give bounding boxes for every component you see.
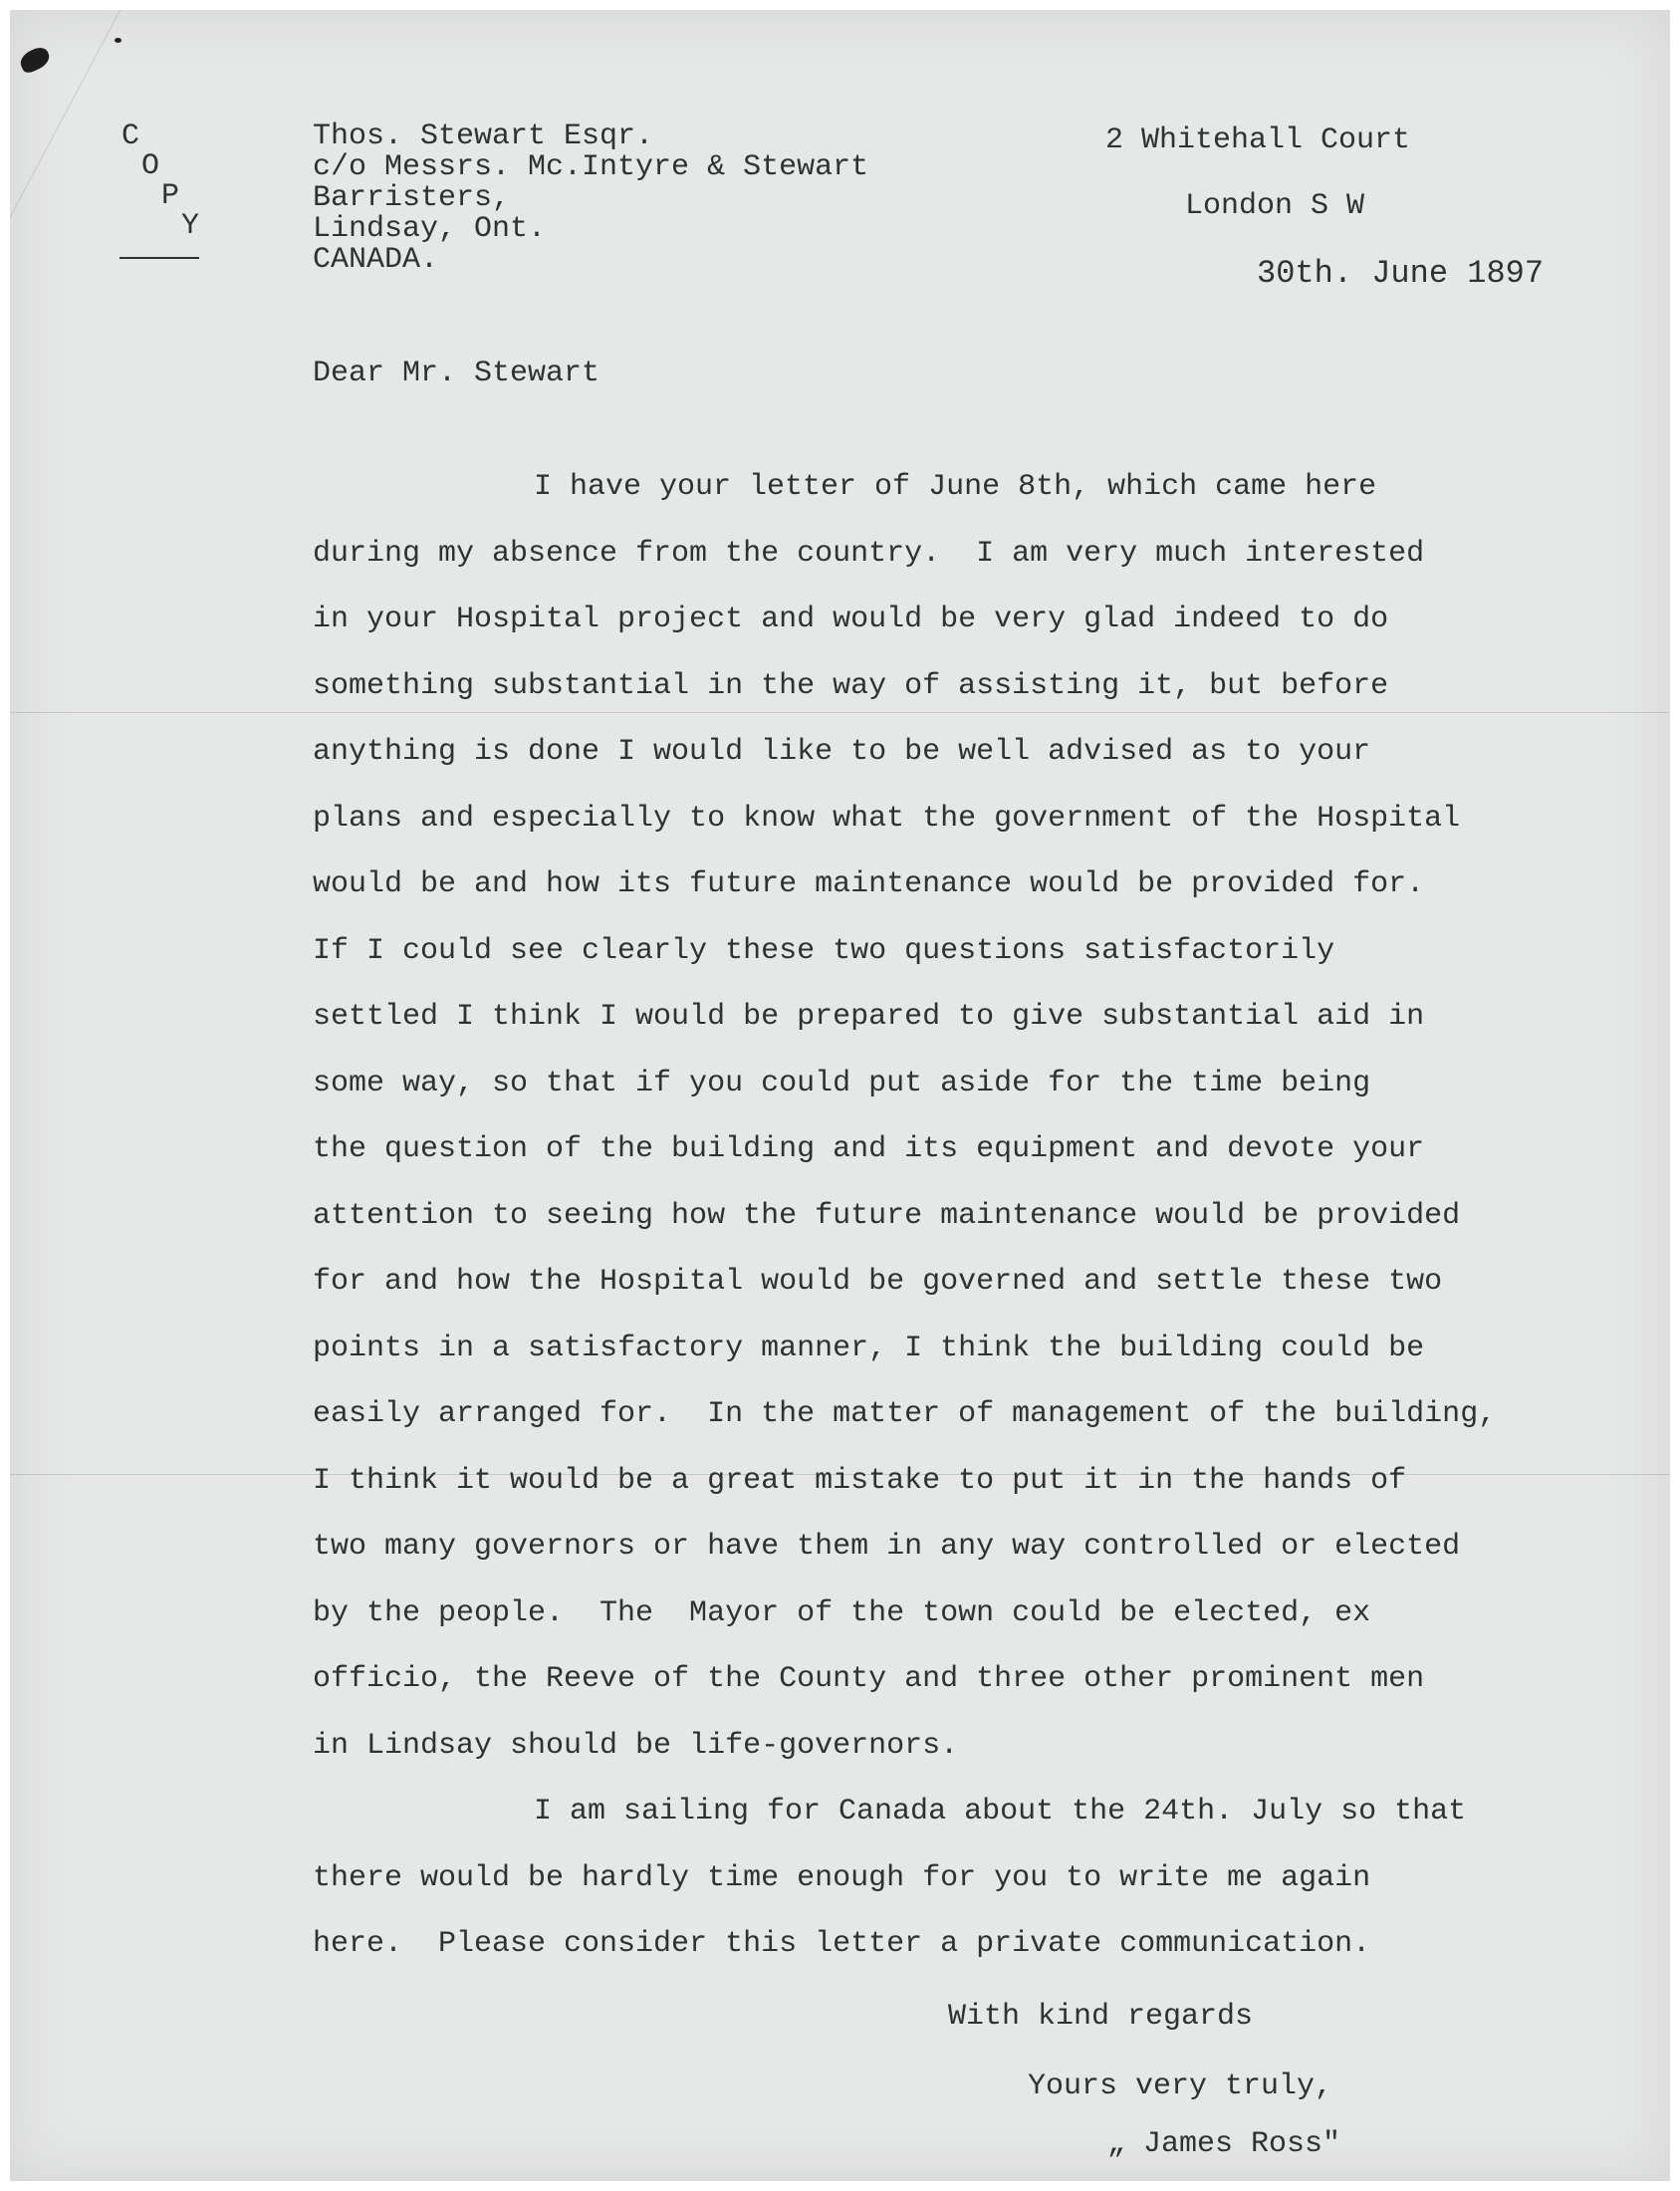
body-line: I think it would be a great mistake to put it in the hands of	[313, 1463, 1407, 1498]
sender-city: London S W	[1185, 189, 1365, 223]
letter-body	[313, 454, 1627, 1978]
body-line: the question of the building and its equipment and devote your	[313, 1132, 1425, 1166]
body-line: something substantial in the way of assisting it, but before	[313, 668, 1389, 703]
closing-yours: Yours very truly,	[1028, 2069, 1333, 2103]
body-line: points in a satisfactory manner, I think the building could be	[313, 1331, 1425, 1365]
copy-letter: C	[121, 120, 140, 153]
body-line: for and how the Hospital would be governed and settle these two	[313, 1265, 1443, 1299]
addressee-block	[313, 122, 868, 276]
body-line: there would be hardly time enough for you to write me again	[313, 1860, 1371, 1895]
body-line: in Lindsay should be life-governors.	[313, 1728, 959, 1763]
addressee-line: Lindsay, Ont.	[313, 212, 547, 246]
ink-speck	[115, 38, 121, 43]
body-line: would be and how its future maintenance would be provided for.	[313, 867, 1425, 901]
body-line: I have your letter of June 8th, which came here	[534, 470, 1377, 504]
body-line: by the people. The Mayor of the town could be elected, ex	[313, 1595, 1371, 1630]
body-line: here. Please consider this letter a private communication.	[313, 1927, 1371, 1961]
ink-stain	[17, 45, 53, 76]
body-line: in your Hospital project and would be very glad indeed to do	[313, 603, 1389, 636]
copy-letter: O	[141, 149, 160, 183]
body-line: attention to seeing how the future maintenance would be provided	[313, 1198, 1461, 1233]
body-line: I am sailing for Canada about the 24th. July so that	[534, 1795, 1467, 1828]
body-line: two many governors or have them in any way controlled or elected	[313, 1530, 1461, 1564]
body-line: officio, the Reeve of the County and three other prominent men	[313, 1662, 1425, 1696]
addressee-line: CANADA.	[313, 243, 439, 277]
signature: „ James Ross"	[1107, 2127, 1341, 2161]
copy-letter: Y	[181, 209, 200, 243]
letter-page	[10, 10, 1670, 2181]
body-line: If I could see clearly these two questions satisfactorily	[313, 933, 1335, 968]
addressee-line: Thos. Stewart Esqr.	[313, 120, 654, 153]
closing-regards: With kind regards	[948, 2000, 1254, 2034]
body-line: settled I think I would be prepared to give substantial aid in	[313, 1000, 1425, 1034]
body-line: some way, so that if you could put aside for the time being	[313, 1066, 1371, 1100]
copy-underline	[120, 257, 199, 259]
body-line: anything is done I would like to be well advised as to your	[313, 735, 1371, 769]
body-line: during my absence from the country. I am very much interested	[313, 536, 1425, 571]
sender-address-block	[1105, 123, 1544, 291]
body-line: easily arranged for. In the matter of management of the building,	[313, 1397, 1497, 1431]
salutation: Dear Mr. Stewart	[313, 357, 600, 390]
body-line: plans and especially to know what the government of the Hospital	[313, 801, 1461, 836]
copy-mark	[118, 122, 217, 241]
addressee-line: Barristers,	[313, 181, 511, 215]
letter-date: 30th. June 1897	[1257, 255, 1545, 292]
sender-street: 2 Whitehall Court	[1105, 123, 1411, 157]
addressee-line: c/o Messrs. Mc.Intyre & Stewart	[313, 150, 869, 184]
copy-letter: P	[161, 179, 180, 213]
